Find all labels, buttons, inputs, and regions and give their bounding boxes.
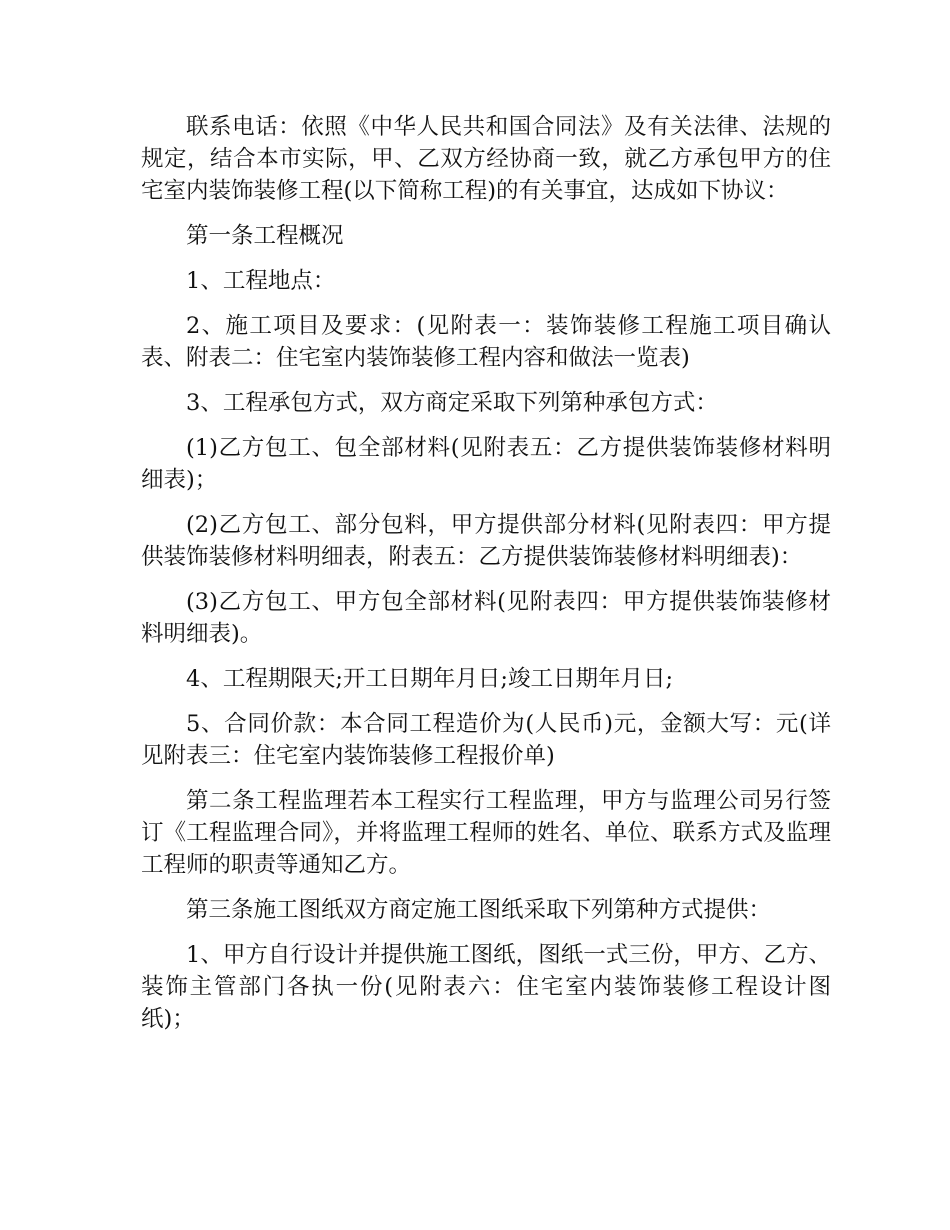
paragraph-contract-method: 3、工程承包方式，双方商定采取下列第种承包方式： (186, 390, 718, 416)
document-body (141, 111, 831, 1048)
paragraph-construction-items: 2、施工项目及要求：(见附表一：装饰装修工程施工项目确认表、附表二：住宅室内装饰装修工程内容和做法一览表) (141, 313, 831, 371)
paragraph-project-period: 4、工程期限天;开工日期年月日;竣工日期年月日; (186, 666, 674, 692)
paragraph-article-3-drawings: 第三条施工图纸双方商定施工图纸采取下列第种方式提供： (186, 897, 772, 923)
paragraph-project-location: 1、工程地点： (186, 268, 336, 294)
paragraph-intro: 联系电话：依照《中华人民共和国合同法》及有关法律、法规的规定，结合本市实际，甲、乙双方经协商一致，就乙方承包甲方的住宅室内装饰装修工程(以下简称工程)的有关事宜，达成如下协议： (141, 114, 831, 204)
paragraph-article-2-supervision: 第二条工程监理若本工程实行工程监理，甲方与监理公司另行签订《工程监理合同》，并将监理工程师的姓名、单位、联系方式及监理工程师的职责等通知乙方。 (141, 788, 831, 878)
paragraph-method-option-3: (3)乙方包工、甲方包全部材料(见附表四：甲方提供装饰装修材料明细表)。 (141, 589, 831, 647)
paragraph-method-option-2: (2)乙方包工、部分包料，甲方提供部分材料(见附表四：甲方提供装饰装修材料明细表，附表五：乙方提供装饰装修材料明细表)： (141, 512, 831, 570)
paragraph-article-1-heading: 第一条工程概况 (186, 223, 344, 249)
paragraph-contract-price: 5、合同价款：本合同工程造价为(人民币)元，金额大写：元(详见附表三：住宅室内装饰装修工程报价单) (141, 711, 831, 769)
paragraph-drawings-option-1: 1、甲方自行设计并提供施工图纸，图纸一式三份，甲方、乙方、装饰主管部门各执一份(见附表六：住宅室内装饰装修工程设计图纸)； (141, 942, 831, 1032)
paragraph-method-option-1: (1)乙方包工、包全部材料(见附表五：乙方提供装饰装修材料明细表)； (141, 435, 831, 493)
